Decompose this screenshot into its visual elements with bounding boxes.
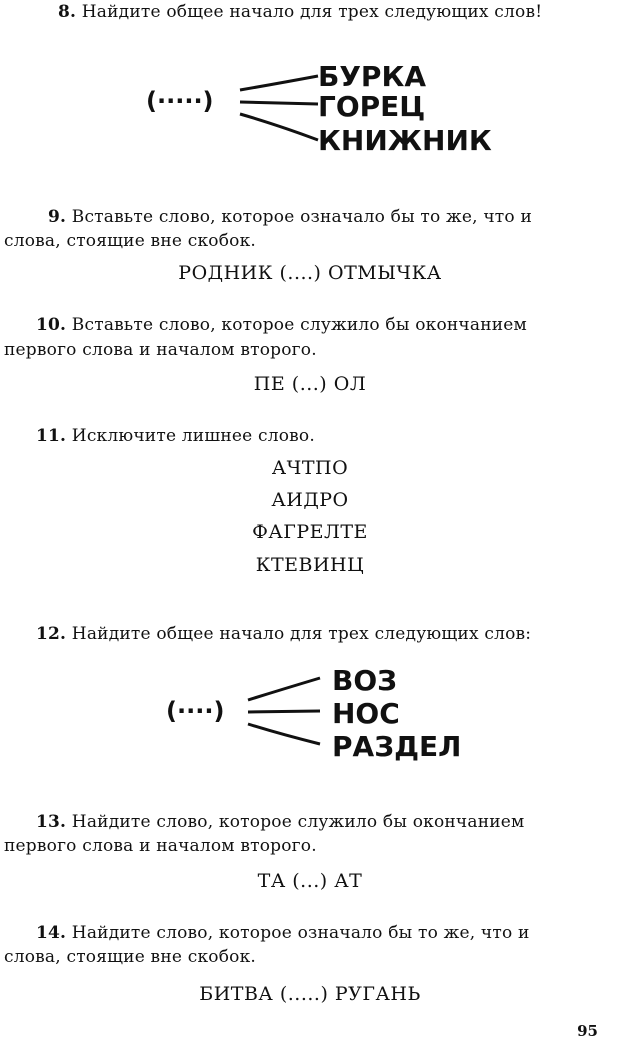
word-1: ВОЗ xyxy=(332,664,398,697)
task-9-line-2: слова, стоящие вне скобок. xyxy=(4,231,256,251)
task-14-line-2: слова, стоящие вне скобок. xyxy=(4,947,256,967)
task-text: Вставьте слово, которое служило бы окончанием xyxy=(71,315,527,335)
word-2: НОС xyxy=(332,697,400,730)
task-14-puzzle: БИТВА (.....) РУГАНЬ xyxy=(199,983,421,1005)
word-2: АИДРО xyxy=(271,489,349,511)
task-8-prompt xyxy=(58,2,542,22)
word-3: ФАГРЕЛТЕ xyxy=(252,521,368,543)
task-text: Найдите общее начало для трех следующих слов: xyxy=(71,624,532,644)
word-3: РАЗДЕЛ xyxy=(332,730,462,763)
task-13-line-1 xyxy=(36,812,524,832)
blank-parentheses: (····) xyxy=(166,697,225,725)
task-number: 8. xyxy=(58,2,77,22)
task-11-prompt xyxy=(36,426,315,446)
task-text: Найдите общее начало для трех следующих слов! xyxy=(81,2,543,22)
task-number: 10. xyxy=(36,315,67,335)
task-13-puzzle: ТА (...) АТ xyxy=(257,870,363,892)
word-1: АЧТПО xyxy=(271,457,349,479)
task-10-line-2: первого слова и началом второго. xyxy=(4,340,317,360)
task-number: 12. xyxy=(36,624,67,644)
task-10-puzzle: ПЕ (...) ОЛ xyxy=(253,373,367,395)
task-8-diagram xyxy=(140,60,500,170)
task-14-line-1 xyxy=(36,923,530,943)
page-number: 95 xyxy=(577,1022,598,1040)
task-12-prompt xyxy=(36,624,531,644)
word-4: КТЕВИНЦ xyxy=(255,554,365,576)
task-10-line-1 xyxy=(36,315,527,335)
task-text: Исключите лишнее слово. xyxy=(71,426,315,446)
task-number: 9. xyxy=(48,207,67,227)
task-number: 14. xyxy=(36,923,67,943)
task-text: Найдите слово, которое означало бы то же, что и xyxy=(71,923,530,943)
blank-parentheses: (·····) xyxy=(146,87,214,115)
task-text: Найдите слово, которое служило бы окончанием xyxy=(71,812,525,832)
task-text: Вставьте слово, которое означало бы то же, что и xyxy=(71,207,532,227)
task-13-line-2: первого слова и началом второго. xyxy=(4,836,317,856)
word-1: БУРКА xyxy=(318,60,427,93)
task-9-line-1 xyxy=(48,207,532,227)
task-9-puzzle: РОДНИК (....) ОТМЫЧКА xyxy=(178,262,442,284)
word-3: КНИЖНИК xyxy=(318,124,492,157)
task-number: 11. xyxy=(36,426,67,446)
task-number: 13. xyxy=(36,812,67,832)
word-2: ГОРЕЦ xyxy=(318,90,426,123)
task-12-diagram xyxy=(160,664,480,774)
